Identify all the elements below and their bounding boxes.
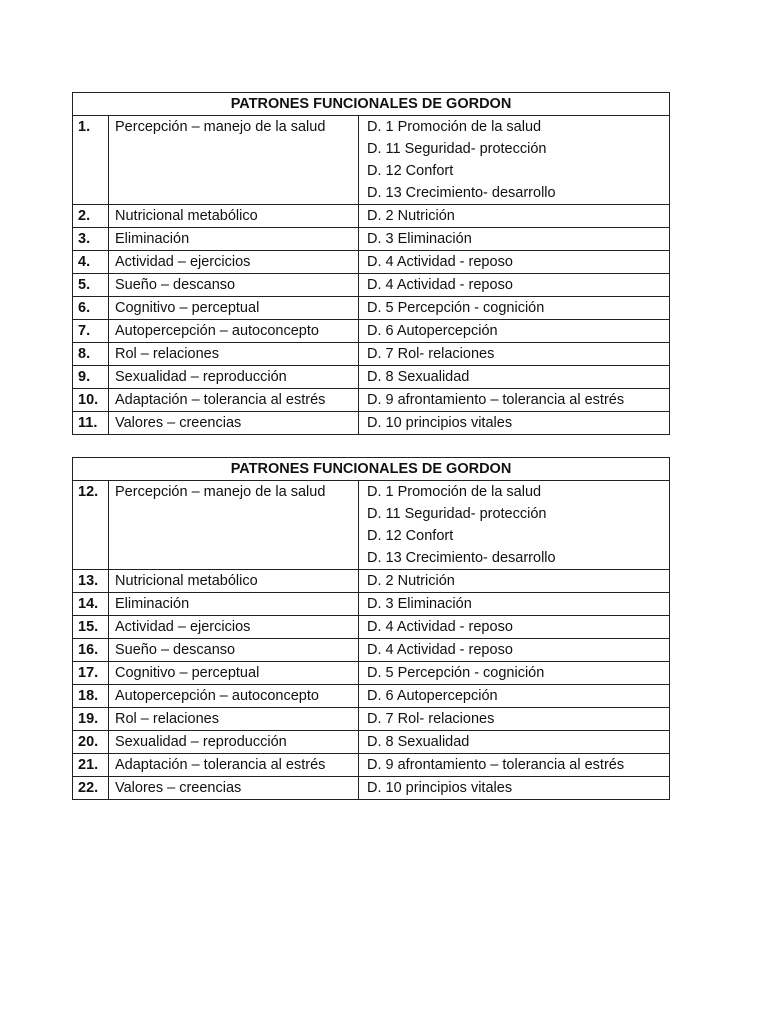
row-number: 19. (73, 708, 109, 731)
table-row (73, 593, 670, 616)
gordon-table-2 (72, 457, 670, 800)
domain-item: D. 4 Actividad - reposo (367, 277, 513, 293)
table-row (73, 685, 670, 708)
domain-item: D. 10 principios vitales (367, 780, 513, 796)
domain-cell (359, 570, 670, 593)
table-row (73, 228, 670, 251)
table-row (73, 481, 670, 570)
domain-item: D. 3 Eliminación (367, 596, 472, 612)
domain-item: D. 4 Actividad - reposo (367, 619, 513, 635)
row-number: 12. (73, 481, 109, 570)
row-number: 9. (73, 366, 109, 389)
domain-cell (359, 481, 670, 570)
row-number: 2. (73, 205, 109, 228)
row-number: 8. (73, 343, 109, 366)
row-number: 22. (73, 777, 109, 800)
domain-cell (359, 593, 670, 616)
domain-item: D. 4 Actividad - reposo (367, 642, 513, 658)
table-row (73, 731, 670, 754)
table-header-row (73, 458, 670, 481)
domain-item: D. 13 Crecimiento- desarrollo (367, 185, 556, 201)
domain-item: D. 7 Rol- relaciones (367, 346, 495, 362)
domain-item: D. 12 Confort (367, 163, 454, 179)
row-number: 4. (73, 251, 109, 274)
domain-item: D. 2 Nutrición (367, 208, 455, 224)
table-row (73, 777, 670, 800)
domain-cell (359, 412, 670, 435)
domain-item: D. 7 Rol- relaciones (367, 711, 495, 727)
pattern-name: Sueño – descanso (109, 639, 359, 662)
domain-item: D. 6 Autopercepción (367, 688, 498, 704)
domain-cell (359, 754, 670, 777)
gordon-table-1 (72, 92, 670, 435)
domain-cell (359, 297, 670, 320)
pattern-name: Actividad – ejercicios (109, 251, 359, 274)
pattern-name: Actividad – ejercicios (109, 616, 359, 639)
domain-item: D. 10 principios vitales (367, 415, 513, 431)
domain-cell (359, 274, 670, 297)
table-row (73, 116, 670, 205)
domain-item: D. 13 Crecimiento- desarrollo (367, 550, 556, 566)
row-number: 16. (73, 639, 109, 662)
pattern-name: Nutricional metabólico (109, 570, 359, 593)
table-row (73, 754, 670, 777)
row-number: 14. (73, 593, 109, 616)
domain-cell (359, 116, 670, 205)
domain-cell (359, 708, 670, 731)
table-row (73, 320, 670, 343)
domain-cell (359, 777, 670, 800)
pattern-name: Valores – creencias (109, 777, 359, 800)
row-number: 11. (73, 412, 109, 435)
row-number: 10. (73, 389, 109, 412)
domain-cell (359, 228, 670, 251)
pattern-name: Cognitivo – perceptual (109, 297, 359, 320)
domain-item: D. 11 Seguridad- protección (367, 506, 547, 522)
pattern-name: Adaptación – tolerancia al estrés (109, 754, 359, 777)
domain-cell (359, 616, 670, 639)
domain-item: D. 1 Promoción de la salud (367, 119, 542, 135)
row-number: 13. (73, 570, 109, 593)
table-row (73, 389, 670, 412)
table-row (73, 343, 670, 366)
domain-cell (359, 251, 670, 274)
pattern-name: Valores – creencias (109, 412, 359, 435)
pattern-name: Rol – relaciones (109, 343, 359, 366)
table-row (73, 251, 670, 274)
table-row (73, 570, 670, 593)
domain-cell (359, 205, 670, 228)
domain-item: D. 8 Sexualidad (367, 369, 470, 385)
row-number: 15. (73, 616, 109, 639)
domain-item: D. 2 Nutrición (367, 573, 455, 589)
row-number: 21. (73, 754, 109, 777)
table-body (73, 481, 670, 800)
domain-cell (359, 343, 670, 366)
domain-cell (359, 389, 670, 412)
table-header-row (73, 93, 670, 116)
domain-item: D. 5 Percepción - cognición (367, 300, 545, 316)
table-row (73, 708, 670, 731)
domain-cell (359, 662, 670, 685)
table-row (73, 616, 670, 639)
row-number: 6. (73, 297, 109, 320)
pattern-name: Autopercepción – autoconcepto (109, 685, 359, 708)
table-title: PATRONES FUNCIONALES DE GORDON (73, 458, 670, 481)
row-number: 17. (73, 662, 109, 685)
table-row (73, 412, 670, 435)
table-row (73, 297, 670, 320)
row-number: 3. (73, 228, 109, 251)
table-body (73, 116, 670, 435)
pattern-name: Sueño – descanso (109, 274, 359, 297)
pattern-name: Sexualidad – reproducción (109, 731, 359, 754)
row-number: 7. (73, 320, 109, 343)
table-row (73, 366, 670, 389)
pattern-name: Rol – relaciones (109, 708, 359, 731)
pattern-name: Percepción – manejo de la salud (109, 116, 359, 205)
pattern-name: Adaptación – tolerancia al estrés (109, 389, 359, 412)
pattern-name: Eliminación (109, 593, 359, 616)
row-number: 20. (73, 731, 109, 754)
table-row (73, 274, 670, 297)
domain-item: D. 11 Seguridad- protección (367, 141, 547, 157)
table-row (73, 205, 670, 228)
domain-item: D. 9 afrontamiento – tolerancia al estrés (367, 392, 625, 408)
table-row (73, 662, 670, 685)
domain-cell (359, 320, 670, 343)
domain-item: D. 3 Eliminación (367, 231, 472, 247)
table-title: PATRONES FUNCIONALES DE GORDON (73, 93, 670, 116)
domain-cell (359, 639, 670, 662)
pattern-name: Sexualidad – reproducción (109, 366, 359, 389)
row-number: 18. (73, 685, 109, 708)
domain-item: D. 12 Confort (367, 528, 454, 544)
pattern-name: Autopercepción – autoconcepto (109, 320, 359, 343)
pattern-name: Nutricional metabólico (109, 205, 359, 228)
domain-item: D. 1 Promoción de la salud (367, 484, 542, 500)
domain-item: D. 6 Autopercepción (367, 323, 498, 339)
domain-item: D. 8 Sexualidad (367, 734, 470, 750)
pattern-name: Percepción – manejo de la salud (109, 481, 359, 570)
domain-item: D. 4 Actividad - reposo (367, 254, 513, 270)
pattern-name: Eliminación (109, 228, 359, 251)
domain-item: D. 9 afrontamiento – tolerancia al estrés (367, 757, 625, 773)
row-number: 5. (73, 274, 109, 297)
row-number: 1. (73, 116, 109, 205)
pattern-name: Cognitivo – perceptual (109, 662, 359, 685)
table-row (73, 639, 670, 662)
domain-item: D. 5 Percepción - cognición (367, 665, 545, 681)
domain-cell (359, 366, 670, 389)
domain-cell (359, 731, 670, 754)
domain-cell (359, 685, 670, 708)
